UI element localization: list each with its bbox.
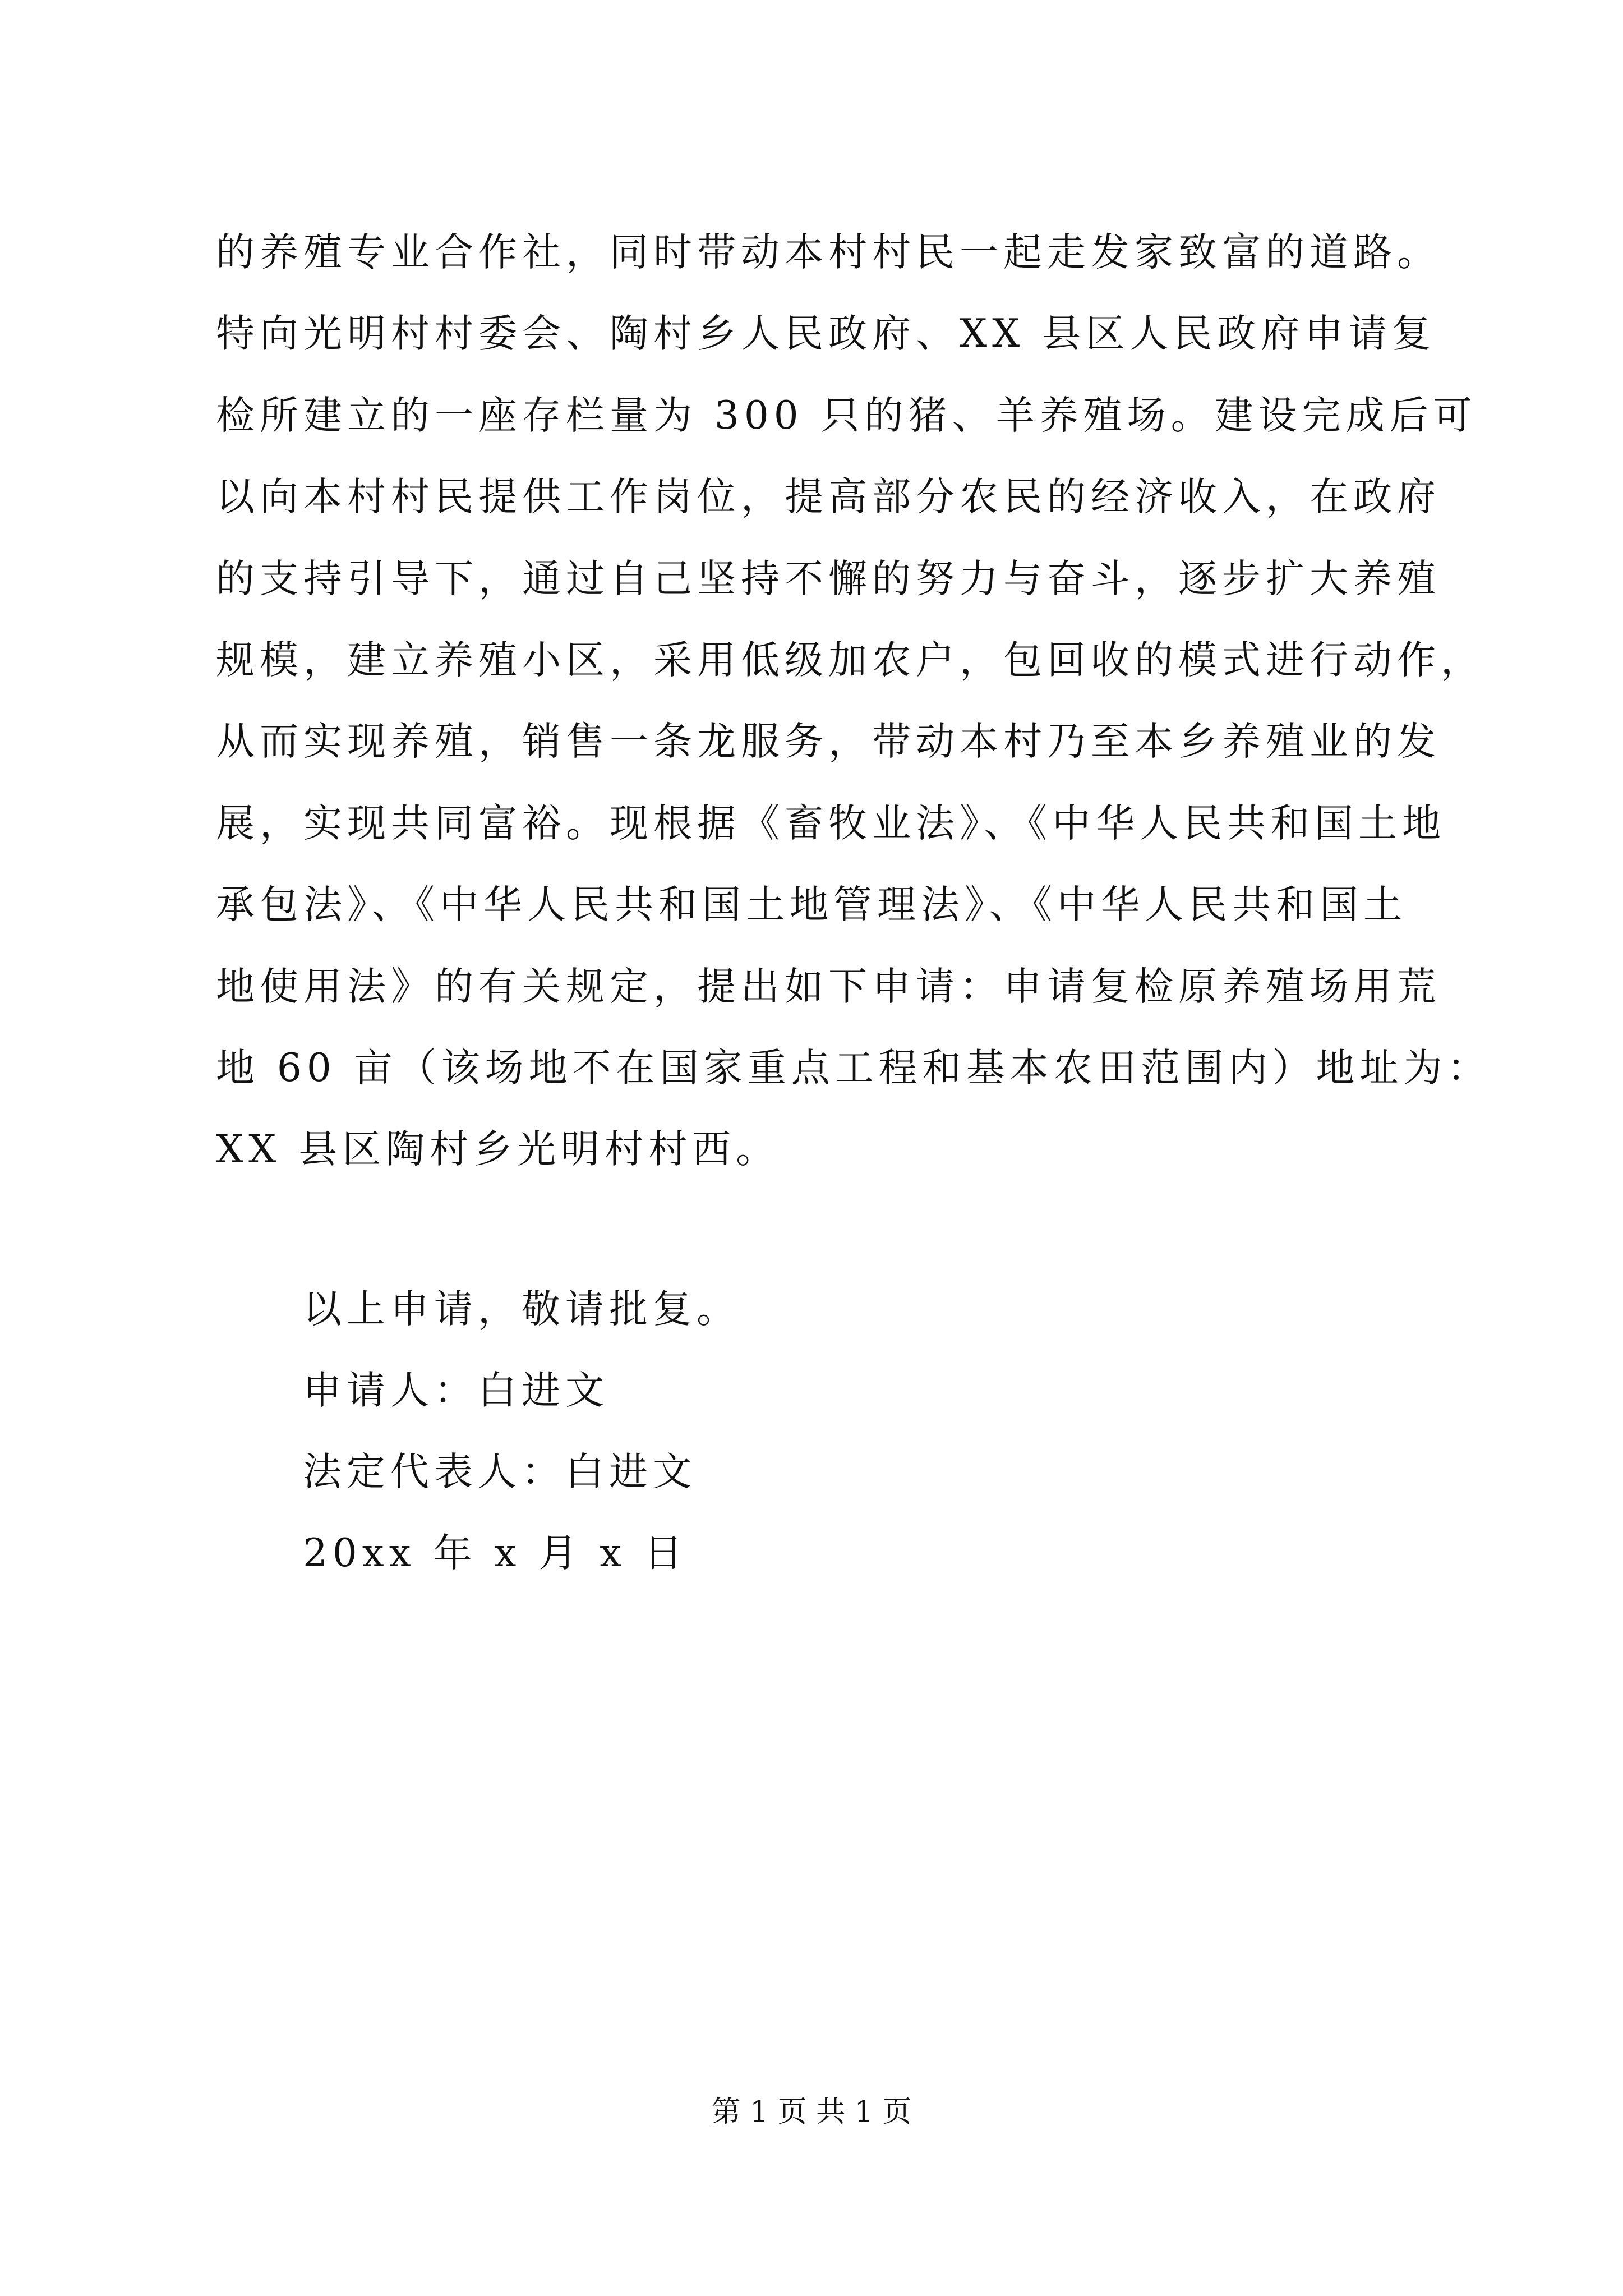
body-line: 从而实现养殖，销售一条龙服务，带动本村乃至本乡养殖业的发: [216, 719, 1441, 765]
applicant-line: 申请人：白进文: [303, 1368, 609, 1413]
application-body: [216, 212, 1491, 1191]
body-line: XX 县区陶村乡光明村村西。: [216, 1127, 780, 1172]
body-line: 的支持引导下，通过自己坚持不懈的努力与奋斗，逐步扩大养殖: [216, 556, 1441, 601]
page-number: 第 1 页 共 1 页: [711, 2095, 912, 2129]
body-line: 规模，建立养殖小区，采用低级加农户，包回收的模式进行动作，: [216, 637, 1484, 683]
body-line: 的养殖专业合作社，同时带动本村村民一起走发家致富的道路。: [216, 230, 1441, 275]
body-line: 展，实现共同富裕。现根据《畜牧业法》、《中华人民共和国土地: [216, 800, 1446, 846]
body-line: 承包法》、《中华人民共和国土地管理法》、《中华人民共和国土: [216, 882, 1407, 928]
body-line: 检所建立的一座存栏量为 300 只的猪、羊养殖场。建设完成后可: [216, 393, 1477, 438]
body-line: 地使用法》的有关规定，提出如下申请：申请复检原养殖场用荒: [216, 964, 1441, 1009]
legal-representative-line: 法定代表人：白进文: [303, 1450, 697, 1494]
closing-request: 以上申请，敬请批复。: [303, 1287, 740, 1332]
closing-block: [303, 1269, 1200, 1594]
date-line: 20xx 年 x 月 x 日: [303, 1531, 688, 1576]
page-footer: [0, 2092, 1623, 2132]
body-line: 特向光明村村委会、陶村乡人民政府、XX 县区人民政府申请复: [216, 311, 1436, 357]
body-line: 以向本村村民提供工作岗位，提高部分农民的经济收入，在政府: [216, 475, 1441, 520]
body-line: 地 60 亩（该场地不在国家重点工程和基本农田范围内）地址为：: [216, 1045, 1491, 1091]
